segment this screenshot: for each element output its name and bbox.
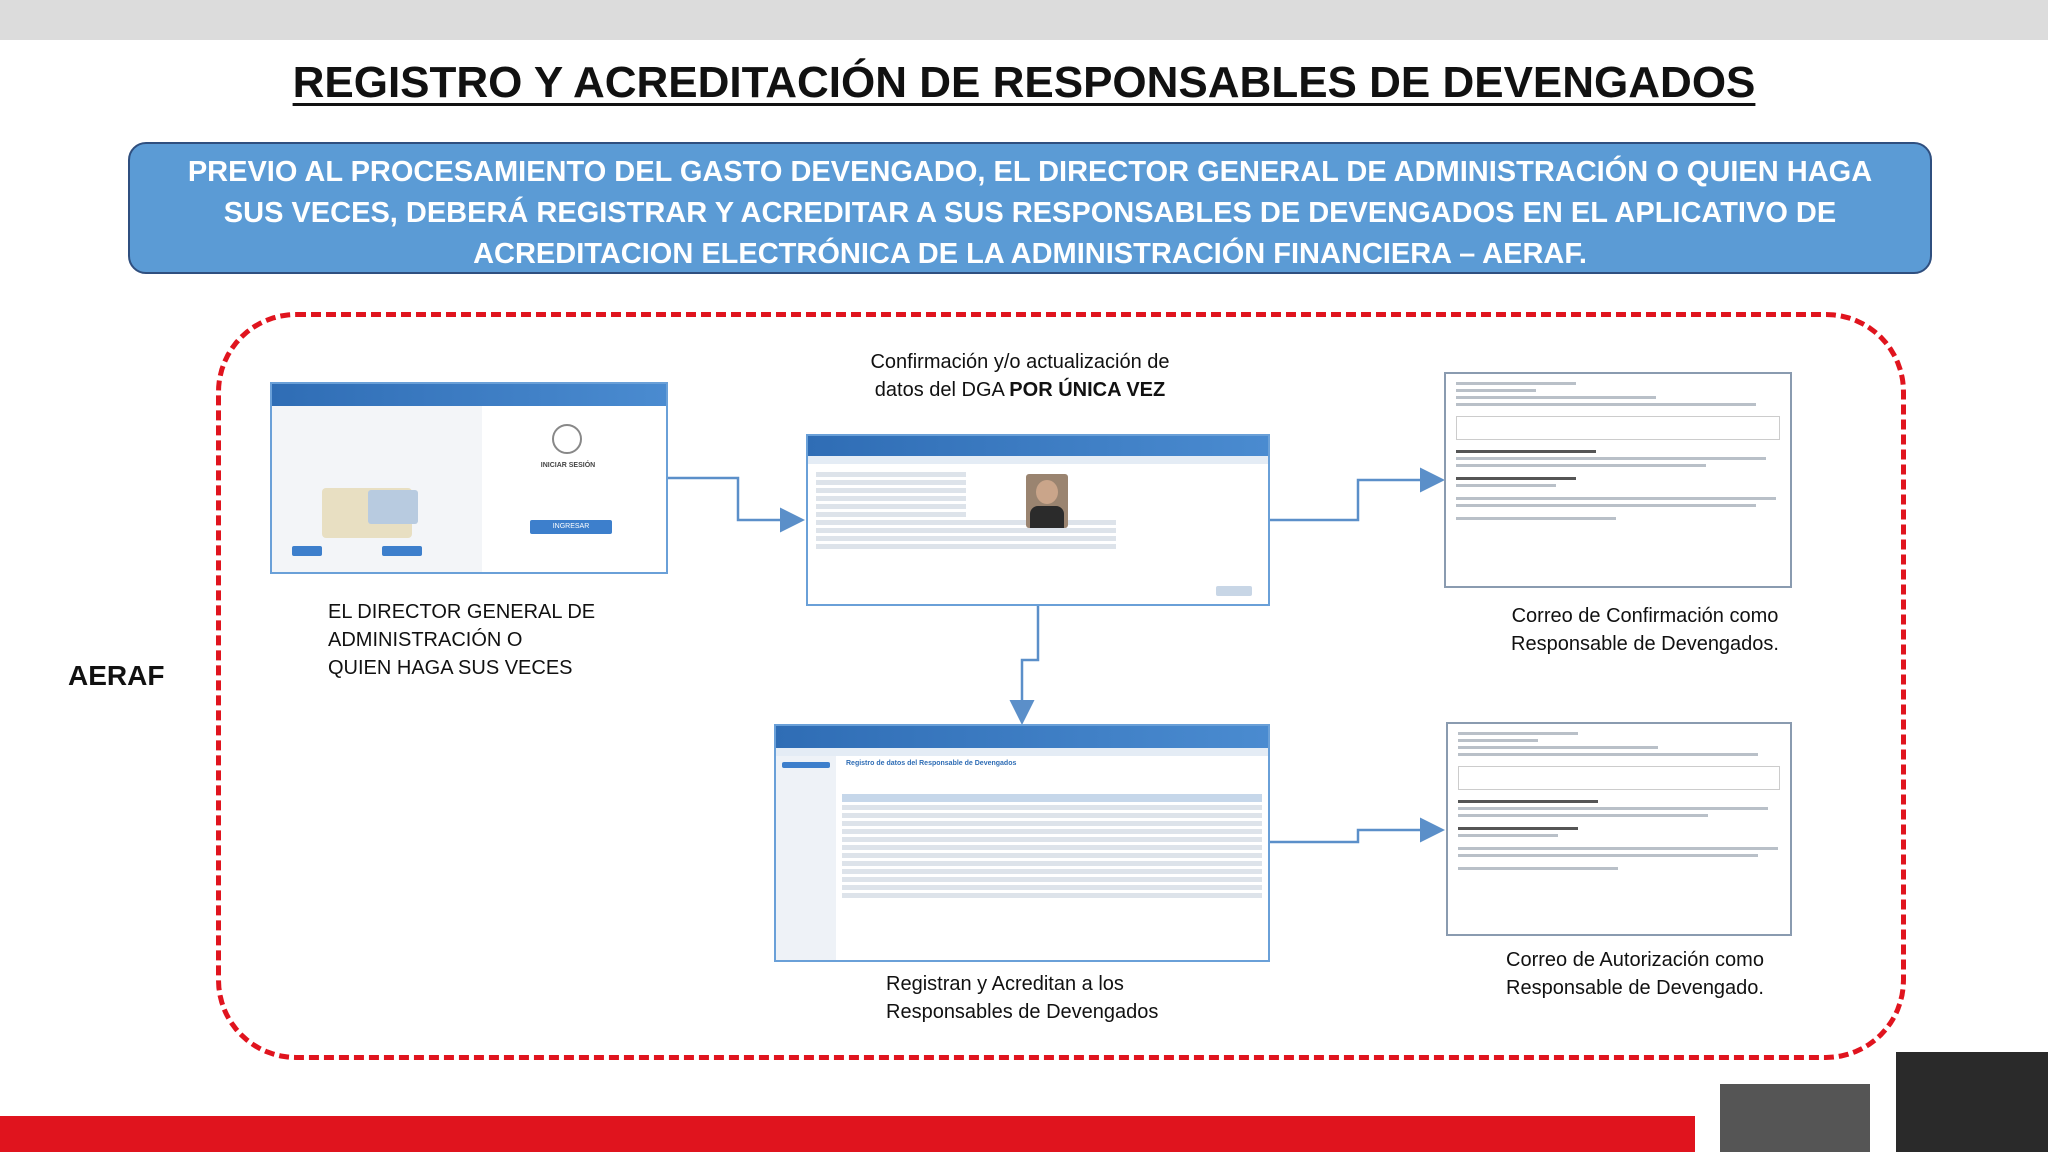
form-row xyxy=(816,512,966,517)
form-row xyxy=(816,520,1116,525)
form-row xyxy=(816,504,966,509)
dni-card xyxy=(368,490,418,524)
confirmation-caption-line-2: Responsable de Devengados. xyxy=(1511,633,1779,655)
login-screen-thumbnail xyxy=(270,382,668,574)
form-row xyxy=(816,544,1116,549)
confirmation-email-caption xyxy=(1460,602,1830,658)
login-caption-line-2: ADMINISTRACIÓN O xyxy=(328,629,523,651)
login-caption-line-1: EL DIRECTOR GENERAL DE xyxy=(328,601,596,623)
login-small-button xyxy=(292,546,322,556)
register-caption-line-2: Responsables de Devengados xyxy=(886,1001,1159,1023)
page-title: REGISTRO Y ACREDITACIÓN DE RESPONSABLES DE DEVENGADOS xyxy=(292,58,1756,107)
arrow-confirm-to-register xyxy=(1022,606,1038,720)
authorization-caption-line-2: Responsable de Devengado. xyxy=(1506,977,1764,999)
confirmation-caption-line-1: Correo de Confirmación como xyxy=(1511,605,1779,627)
form-row xyxy=(816,488,966,493)
confirm-screen-thumbnail xyxy=(806,434,1270,606)
footer-gray-block xyxy=(1720,1084,1870,1152)
footer-dark-block xyxy=(1896,1052,2048,1152)
confirm-caption-line-1: Confirmación y/o actualización de xyxy=(870,351,1170,373)
login-screen-header xyxy=(272,384,666,406)
info-banner: PREVIO AL PROCESAMIENTO DEL GASTO DEVENGADO, EL DIRECTOR GENERAL DE ADMINISTRACIÓN O QUIEN HAGA SUS VECES, DEBERÁ REGISTRAR Y ACREDITAR A SUS RESPONSABLES DE DEVENGADOS EN EL APLICATIVO DE ACREDITACION ELECTRÓNICA DE LA ADMINISTRACIÓN FINANCIERA – AERAF. xyxy=(128,142,1932,274)
arrow-confirm-to-mail xyxy=(1270,480,1440,520)
form-row xyxy=(816,528,1116,533)
confirm-caption-line-2: datos del DGA POR ÚNICA VEZ xyxy=(874,379,1166,401)
register-caption-line-1: Registran y Acreditan a los xyxy=(886,973,1124,995)
login-caption xyxy=(328,598,595,682)
login-left-panel xyxy=(272,406,482,574)
authorization-email-caption xyxy=(1450,946,1820,1002)
login-heading: INICIAR SESIÓN xyxy=(540,462,596,469)
form-row xyxy=(816,480,966,485)
form-row xyxy=(816,536,1116,541)
login-small-button-2 xyxy=(382,546,422,556)
arrow-register-to-mail xyxy=(1258,830,1440,842)
register-heading: Registro de datos del Responsable de Devengados xyxy=(846,760,1017,767)
footer-red-bar xyxy=(0,1116,1695,1152)
dga-photo xyxy=(1026,474,1068,528)
confirm-caption xyxy=(820,348,1220,404)
register-screen-thumbnail xyxy=(774,724,1270,962)
ingresar-button: INGRESAR xyxy=(530,520,612,534)
confirmation-email-thumbnail xyxy=(1444,372,1792,588)
register-caption xyxy=(886,970,1158,1026)
register-screen-menu xyxy=(776,748,1268,756)
aeraf-label: AERAF xyxy=(68,660,165,691)
login-caption-line-3: QUIEN HAGA SUS VECES xyxy=(328,657,573,679)
confirm-screen-menu xyxy=(808,456,1268,464)
register-sidebar xyxy=(776,756,836,962)
register-screen-header xyxy=(776,726,1268,748)
save-button xyxy=(1216,586,1252,596)
authorization-email-thumbnail xyxy=(1446,722,1792,936)
responsables-table xyxy=(842,794,1262,901)
confirm-screen-header xyxy=(808,436,1268,456)
arrow-login-to-confirm xyxy=(668,478,800,520)
form-row xyxy=(816,496,966,501)
form-row xyxy=(816,472,966,477)
authorization-caption-line-1: Correo de Autorización como xyxy=(1506,949,1764,971)
user-icon xyxy=(552,424,582,454)
